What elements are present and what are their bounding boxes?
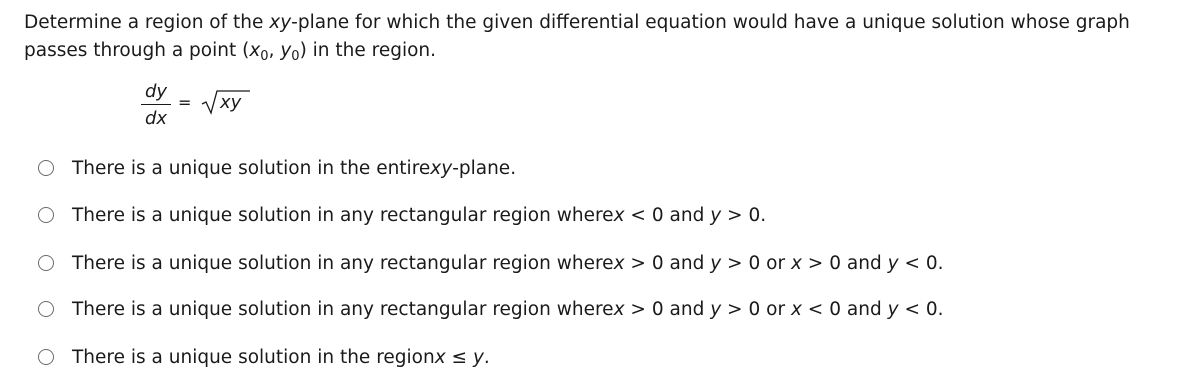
fraction-numerator: dy [144,81,168,102]
question-part-1: Determine a region of the [24,12,270,33]
square-root [200,90,260,116]
radio-button-option-1[interactable] [38,160,54,176]
variable-y: y [887,298,899,320]
option-5[interactable] [38,342,490,372]
radio-button-option-4[interactable] [38,301,54,317]
variable-x: x [434,346,446,368]
question-part-3: ) in the region. [299,40,437,61]
variable-x: x [613,298,625,320]
option-3-label: There is a unique solution in any rectangular region where [72,252,614,274]
option-1-label-post: -plane. [452,157,517,179]
point-comma: , [268,40,281,61]
variable-y: y [710,252,722,274]
option-4[interactable] [38,294,944,324]
point-y-base: y [280,40,292,61]
option-5-label: There is a unique solution in the region [72,346,435,368]
question-var-xy: xy [269,12,292,33]
question-part-2: -plane for which the given differential equation would have a unique solution whose graph passes through a point ( [24,12,1130,61]
option-1[interactable] [38,153,516,183]
variable-x: x [790,298,802,320]
variable-x: x [613,252,625,274]
equals-sign: = [178,93,192,112]
option-1-label-pre: There is a unique solution in the entire [72,157,431,179]
option-2-condition: x < 0 and y > 0. [613,204,767,226]
point-x-subscript: 0 [260,49,269,64]
variable-y: y [887,252,899,274]
option-3[interactable] [38,248,944,278]
radicand: xy [220,92,242,113]
derivative-fraction [140,80,172,131]
variable-x: x [790,252,802,274]
fraction-denominator: dx [144,108,168,129]
question-text [24,9,1164,65]
point-y-subscript: 0 [291,49,300,64]
option-4-condition: x > 0 and y > 0 or x < 0 and y < 0. [613,298,944,320]
variable-y: y [472,346,484,368]
variable-y: y [710,298,722,320]
option-3-condition: x > 0 and y > 0 or x > 0 and y < 0. [613,252,944,274]
variable-x: x [613,204,625,226]
option-2-label: There is a unique solution in any rectangular region where [72,204,614,226]
option-2[interactable] [38,200,766,230]
point-x-base: x [249,40,261,61]
option-4-label: There is a unique solution in any rectangular region where [72,298,614,320]
option-5-condition: x ≤ y. [434,346,490,368]
radio-button-option-5[interactable] [38,349,54,365]
radio-button-option-2[interactable] [38,207,54,223]
option-1-var: xy [430,157,453,179]
variable-y: y [710,204,722,226]
radio-button-option-3[interactable] [38,255,54,271]
